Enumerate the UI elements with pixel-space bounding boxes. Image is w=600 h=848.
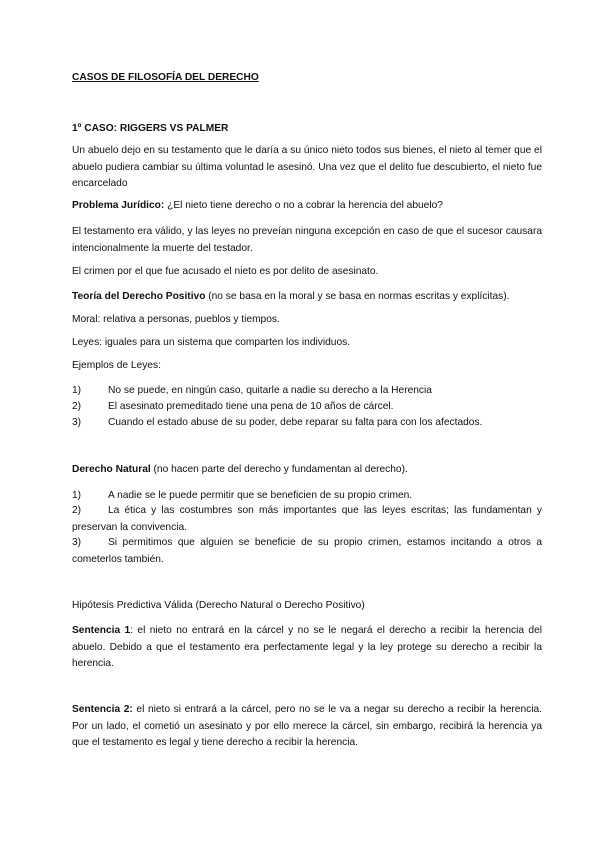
positive-law-paragraph	[72, 289, 542, 306]
sentence-1-label: Sentencia 1	[72, 625, 131, 636]
laws-paragraph: Leyes: iguales para un sistema que comparten los individuos.	[72, 337, 351, 348]
sentence-1-text: : el nieto no entrará en la cárcel y no se le negará el derecho a recibir la herencia del abuelo. Debido a que el testamento era perfectamente legal y la ley protege su derecho a recibir la herencia.	[72, 625, 543, 669]
problem-label: Problema Jurídico:	[72, 200, 165, 211]
problem-paragraph	[72, 198, 542, 215]
case-heading: 1º CASO: RIGGERS VS PALMER	[72, 123, 229, 134]
positive-law-text: (no se basa en la moral y se basa en normas escritas y explícitas).	[205, 291, 510, 302]
list-item-number: 1)	[72, 490, 82, 501]
problem-text: ¿El nieto tiene derecho o no a cobrar la herencia del abuelo?	[164, 200, 443, 211]
sentence-2-label: Sentencia 2:	[72, 704, 133, 715]
sentence-1-paragraph	[72, 623, 542, 673]
list-item-number: 3)	[72, 537, 82, 548]
list-item-number: 2)	[72, 505, 82, 516]
list-item-text: Cuando el estado abuse de su poder, debe reparar su falta para con los afectados.	[108, 417, 483, 428]
list-item-number: 3)	[72, 417, 82, 428]
hypothesis-heading: Hipótesis Predictiva Válida (Derecho Natural o Derecho Positivo)	[72, 600, 365, 611]
sentence-2-paragraph	[72, 702, 542, 752]
sentence-2-text: el nieto si entrará a la cárcel, pero no se le va a negar su derecho a recibir la herencia. Por un lado, el cometió un asesinato y por ello merece la cárcel, sin embargo, recibirá la herencia ya que el testamento es legal y tiene derecho a recibir la herencia.	[72, 704, 542, 748]
list-item	[72, 535, 542, 568]
document-title: CASOS DE FILOSOFÍA DEL DERECHO	[72, 72, 259, 83]
list-item-text: Si permitimos que alguien se beneficie de su propio crimen, estamos incitando a otros a cometerlos también.	[72, 537, 542, 565]
examples-title: Ejemplos de Leyes:	[72, 360, 161, 371]
natural-law-text: (no hacen parte del derecho y fundamentan al derecho).	[150, 464, 408, 475]
positive-law-label: Teoría del Derecho Positivo	[72, 291, 206, 302]
list-item-text: La ética y las costumbres son más importantes que las leyes escritas; las fundamentan y preservan la convivencia.	[72, 505, 542, 533]
list-item-text: El asesinato premeditado tiene una pena de 10 años de cárcel.	[108, 401, 394, 412]
list-item-text: No se puede, en ningún caso, quitarle a nadie su derecho a la Herencia	[108, 385, 432, 396]
natural-law-label: Derecho Natural	[72, 464, 151, 475]
moral-paragraph: Moral: relativa a personas, pueblos y tiempos.	[72, 314, 280, 325]
list-item-number: 2)	[72, 401, 82, 412]
list-item-number: 1)	[72, 385, 82, 396]
crime-paragraph: El crimen por el que fue acusado el nieto es por delito de asesinato.	[72, 266, 379, 277]
testament-paragraph: El testamento era válido, y las leyes no preveían ninguna excepción en caso de que el sucesor causara intencionalmente la muerte del testador.	[72, 226, 542, 254]
list-item	[72, 503, 542, 536]
natural-law-paragraph	[72, 462, 542, 479]
list-item-text: A nadie se le puede permitir que se beneficien de su propio crimen.	[108, 490, 413, 501]
intro-paragraph: Un abuelo dejo en su testamento que le daría a su único nieto todos sus bienes, el nieto al temer que el abuelo pudiera cambiar su última voluntad le asesinó. Una vez que el delito fue descubierto, el nieto fue encarcelado	[72, 145, 542, 189]
